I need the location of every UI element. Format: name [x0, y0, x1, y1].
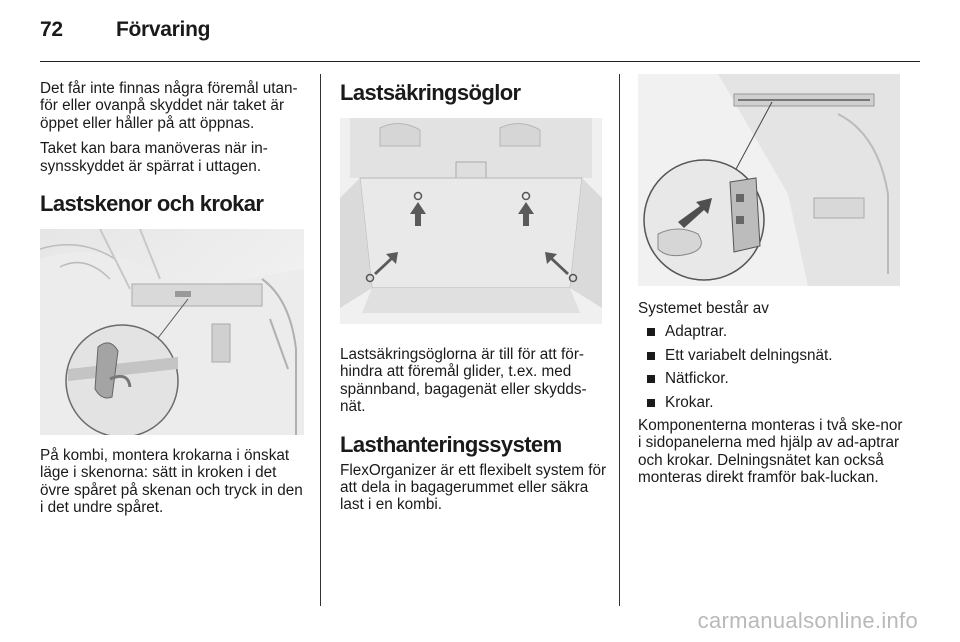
list-item: Krokar.	[638, 394, 908, 411]
watermark: carmanualsonline.info	[697, 608, 918, 633]
figure-cargo-rail-hooks	[40, 229, 304, 435]
figure-flexorganizer-adapter	[638, 74, 900, 286]
list-item: Nätfickor.	[638, 370, 908, 387]
mounting-text: Komponenterna monteras i två ske-nor i sidopanelerna med hjälp av ad-aptrar och krokar. Delningsnätet kan också monteras direkt framför bak-luckan.	[638, 417, 903, 487]
heading-cargo-rails: Lastskenor och krokar	[40, 191, 264, 217]
figure-lashing-eyes	[340, 118, 602, 324]
intro-paragraph-1: Det får inte finnas några föremål utan-för eller ovanpå skyddet när taket är öppet eller håller på att öppnas.	[40, 80, 298, 132]
page-number: 72	[40, 18, 63, 41]
column-right	[638, 74, 908, 495]
heading-lashing-eyes: Lastsäkringsöglor	[340, 80, 521, 105]
header-rule	[40, 61, 920, 62]
column-middle	[340, 80, 608, 522]
list-item: Ett variabelt delningsnät.	[638, 347, 908, 364]
cargo-rails-text: På kombi, montera krokarna i önskat läge i skenorna: sätt in kroken i det övre spåret på skenan och tryck in den i det undre spåret.	[40, 447, 303, 517]
system-consists-of: Systemet består av	[638, 300, 769, 317]
column-left	[40, 80, 308, 525]
column-divider-right	[619, 74, 620, 606]
list-item: Adaptrar.	[638, 323, 908, 340]
column-divider-left	[320, 74, 321, 606]
heading-load-management: Lasthanteringssystem	[340, 431, 562, 457]
component-list	[638, 323, 908, 411]
lashing-eyes-text: Lastsäkringsöglorna är till för att för-hindra att föremål glider, t.ex. med spännband, bagagenät eller skydds-nät.	[340, 346, 587, 416]
load-management-text: FlexOrganizer är ett flexibelt system för att dela in bagagerummet eller säkra last i en kombi.	[340, 461, 607, 514]
intro-paragraph-2: Taket kan bara manöveras när in-synsskyddet är spärrat i uttagen.	[40, 140, 268, 175]
chapter-title: Förvaring	[116, 18, 211, 41]
